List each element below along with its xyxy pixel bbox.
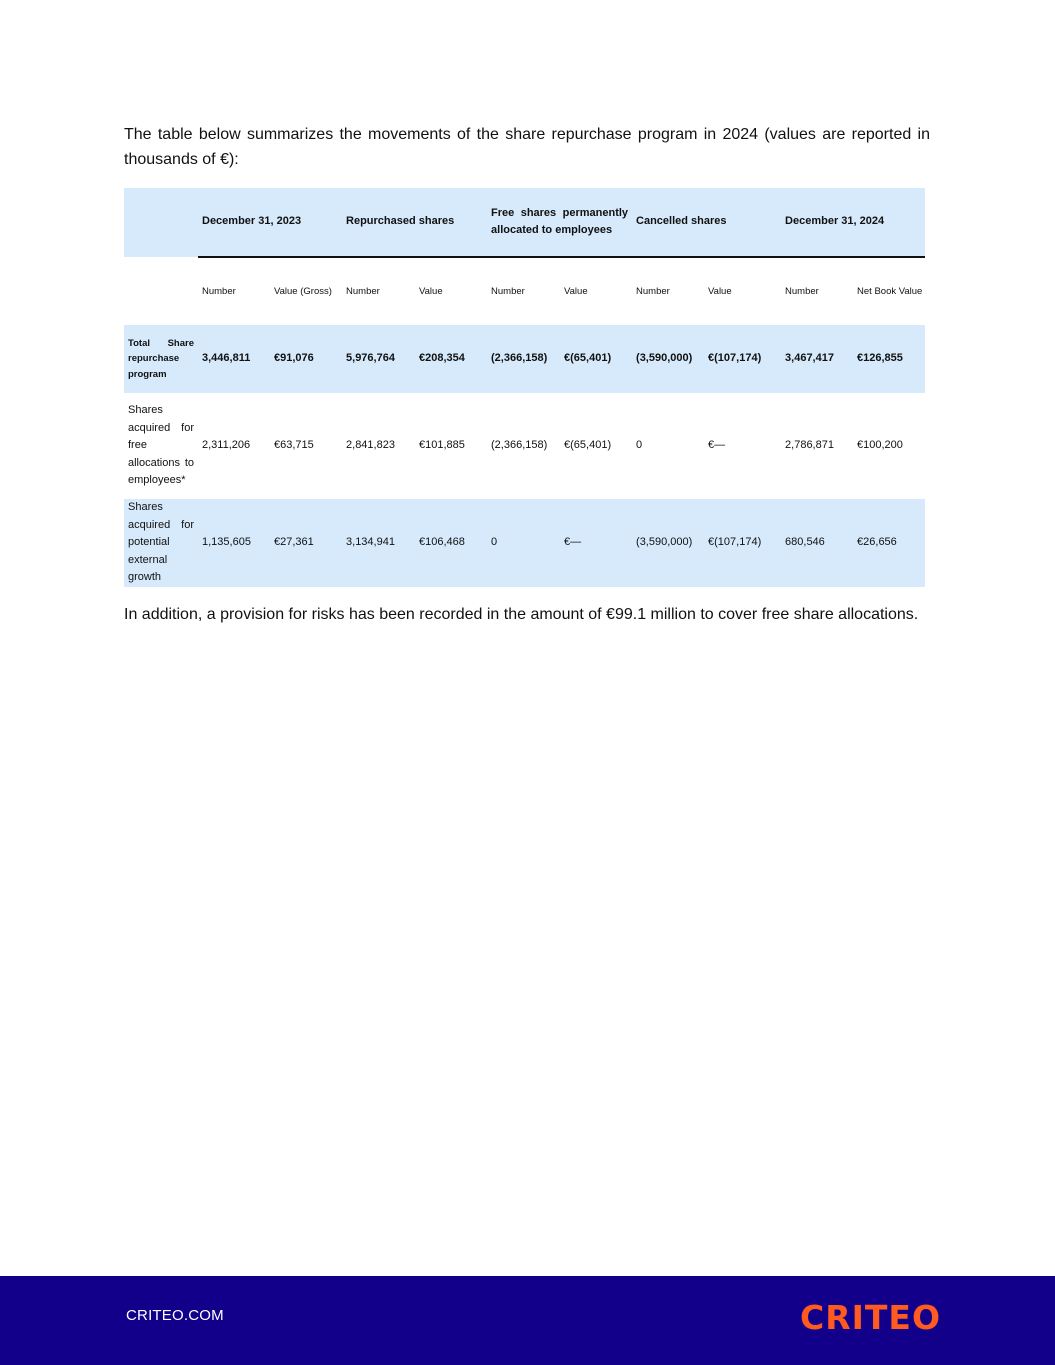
group-header-row	[124, 188, 925, 257]
cell: €100,200	[857, 439, 903, 452]
table-row	[124, 325, 925, 393]
cell: €26,656	[853, 499, 925, 587]
subheader: Number	[491, 285, 525, 297]
cell: €91,076	[270, 325, 342, 393]
page-footer	[0, 1276, 1055, 1365]
group-header: Free shares permanently allocated to employees	[487, 188, 632, 257]
cell: €(65,401)	[560, 325, 632, 393]
share-repurchase-table	[124, 188, 925, 587]
table-row	[124, 499, 925, 587]
row-label: Shares acquired for potential external growth	[124, 499, 198, 587]
corner-cell	[124, 188, 198, 257]
group-header: December 31, 2023	[198, 188, 342, 257]
cell: (2,366,158)	[491, 439, 548, 452]
subheader: Value (Gross)	[274, 285, 332, 297]
cell: 2,311,206	[202, 439, 251, 452]
cell: 3,467,417	[781, 325, 853, 393]
criteo-logo: CRITEO	[800, 1298, 942, 1337]
subheader: Number	[346, 285, 380, 297]
group-header: December 31, 2024	[781, 188, 925, 257]
cell: (2,366,158)	[487, 325, 560, 393]
cell: 1,135,605	[198, 499, 270, 587]
subheader-row	[124, 257, 925, 325]
corner-cell	[124, 257, 198, 325]
cell: 0	[636, 439, 643, 452]
subheader: Value	[708, 285, 732, 297]
cell: €(107,174)	[704, 325, 781, 393]
subheader: Value	[564, 285, 588, 297]
cell: €106,468	[415, 499, 487, 587]
provision-paragraph: In addition, a provision for risks has been recorded in the amount of €99.1 million to cover free share allocations.	[124, 606, 919, 623]
row-label: Total Share repurchase program	[124, 325, 198, 393]
cell: (3,590,000)	[632, 325, 704, 393]
subheader: Net Book Value	[857, 285, 923, 297]
group-header: Repurchased shares	[342, 188, 487, 257]
cell: (3,590,000)	[632, 499, 704, 587]
cell: €101,885	[419, 439, 465, 452]
cell: 2,786,871	[785, 439, 834, 452]
cell: 0	[487, 499, 560, 587]
cell: 680,546	[781, 499, 853, 587]
subheader: Number	[785, 285, 819, 297]
subheader: Number	[202, 285, 236, 297]
cell: €27,361	[270, 499, 342, 587]
cell: €126,855	[853, 325, 925, 393]
cell: 5,976,764	[342, 325, 415, 393]
subheader: Number	[636, 285, 670, 297]
cell: 3,446,811	[198, 325, 270, 393]
cell: €63,715	[274, 439, 314, 452]
cell: €208,354	[415, 325, 487, 393]
site-link[interactable]: CRITEO.COM	[126, 1307, 224, 1324]
subheader: Value	[419, 285, 443, 297]
group-header: Cancelled shares	[632, 188, 781, 257]
cell: €—	[560, 499, 632, 587]
table-row	[124, 393, 925, 499]
intro-paragraph: The table below summarizes the movements of the share repurchase program in 2024 (values are reported in thousands of €):	[124, 126, 930, 168]
cell: 3,134,941	[342, 499, 415, 587]
cell: 2,841,823	[346, 439, 395, 452]
row-label: Shares acquired for free allocations to employees*	[128, 404, 194, 487]
cell: €(107,174)	[704, 499, 781, 587]
cell: €—	[708, 439, 726, 452]
cell: €(65,401)	[564, 439, 612, 452]
